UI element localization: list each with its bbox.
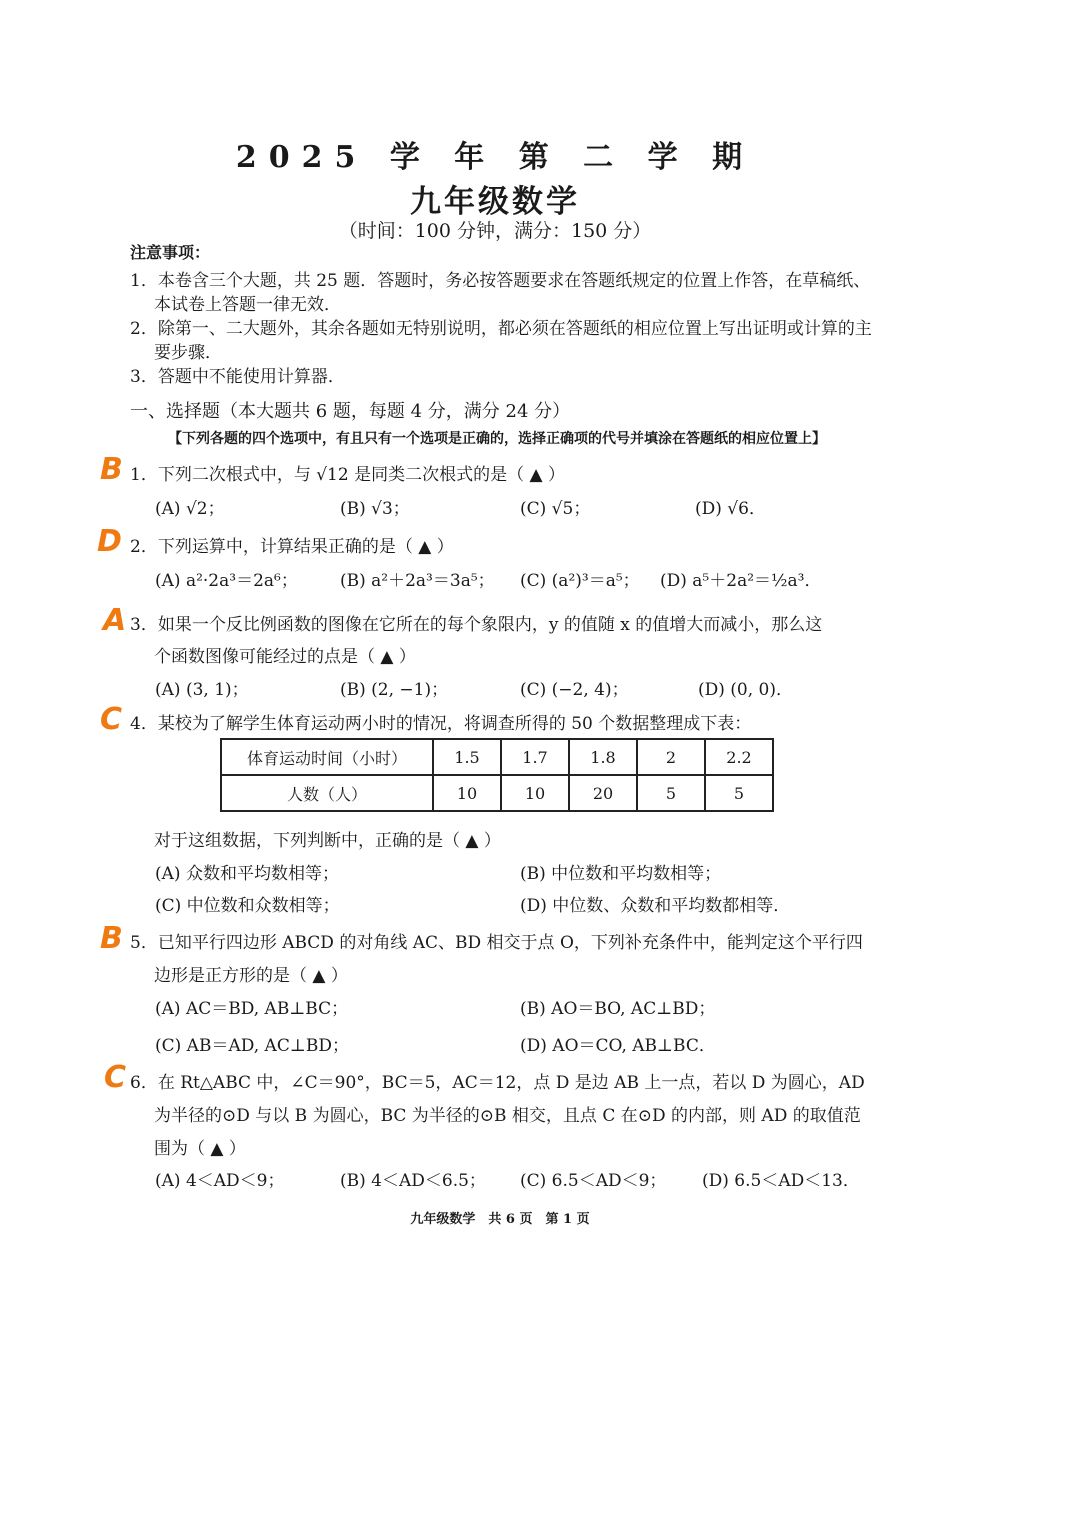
- note-line: 要步骤．: [154, 343, 222, 363]
- option-d: (D) 中位数、众数和平均数都相等．: [520, 896, 791, 916]
- exam-meta: （时间：100 分钟，满分：150 分）: [338, 220, 652, 242]
- note-line: 本试卷上答题一律无效．: [154, 295, 341, 315]
- table-cell: 1.5: [433, 739, 501, 775]
- table-row: [221, 739, 773, 775]
- option-a: (A) (3, 1)；: [155, 680, 249, 700]
- handwritten-answer-mark: C: [100, 702, 123, 737]
- question-stem: 4．某校为了解学生体育运动两小时的情况，将调查所得的 50 个数据整理成下表：: [130, 714, 752, 734]
- table-header-cell: 体育运动时间（小时）: [221, 739, 433, 775]
- section-heading: 一、选择题（本大题共 6 题，每题 4 分，满分 24 分）: [130, 401, 571, 422]
- question-stem: 5．已知平行四边形 ABCD 的对角线 AC、BD 相交于点 O，下列补充条件中，能判定这个平行四: [130, 933, 863, 953]
- option-b: (B) 4＜AD＜6.5；: [340, 1171, 486, 1191]
- note-line: 2．除第一、二大题外，其余各题如无特别说明，都必须在答题纸的相应位置上写出证明或计算的主: [130, 319, 872, 339]
- question-stem: 3．如果一个反比例函数的图像在它所在的每个象限内，y 的值随 x 的值增大而减小，那么这: [130, 615, 823, 635]
- option-d: (D) AO＝CO, AB⊥BC．: [520, 1036, 716, 1056]
- option-a: (A) √2；: [155, 499, 225, 519]
- option-c: (C) 中位数和众数相等；: [155, 896, 340, 916]
- handwritten-answer-mark: A: [103, 603, 127, 638]
- handwritten-answer-mark: B: [100, 921, 123, 956]
- option-d: (D) a⁵＋2a²＝½a³．: [660, 571, 822, 591]
- option-b: (B) (2, −1)；: [340, 680, 449, 700]
- exam-term-title: 2025 学 年 第 二 学 期: [235, 140, 755, 175]
- page-footer: 九年级数学 共 6 页 第 1 页: [410, 1212, 590, 1227]
- option-c: (C) (a²)³＝a⁵；: [520, 571, 640, 591]
- handwritten-answer-mark: D: [97, 524, 122, 559]
- option-b: (B) AO＝BO, AC⊥BD；: [520, 999, 716, 1019]
- option-c: (C) 6.5＜AD＜9；: [520, 1171, 667, 1191]
- question-stem: 1．下列二次根式中，与 √12 是同类二次根式的是（ ▲ ）: [130, 465, 565, 485]
- note-line: 1．本卷含三个大题，共 25 题．答题时，务必按答题要求在答题纸规定的位置上作答，在草稿纸、: [130, 271, 871, 291]
- table-cell: 20: [569, 775, 637, 811]
- handwritten-answer-mark: C: [104, 1060, 127, 1095]
- question-stem: 6．在 Rt△ABC 中，∠C＝90°，BC＝5，AC＝12，点 D 是边 AB 上一点，若以 D 为圆心，AD: [130, 1073, 865, 1093]
- question-stem: 2．下列运算中，计算结果正确的是（ ▲ ）: [130, 537, 454, 557]
- note-line: 3．答题中不能使用计算器．: [130, 367, 345, 387]
- option-a: (A) 众数和平均数相等；: [155, 864, 339, 884]
- table-row: [221, 775, 773, 811]
- option-a: (A) a²·2a³＝2a⁶；: [155, 571, 298, 591]
- table-cell: 2.2: [705, 739, 773, 775]
- option-b: (B) 中位数和平均数相等；: [520, 864, 722, 884]
- notes-heading: 注意事项：: [130, 243, 211, 262]
- option-b: (B) a²＋2a³＝3a⁵；: [340, 571, 495, 591]
- option-c: (C) AB＝AD, AC⊥BD；: [155, 1036, 349, 1056]
- question-stem: 围为（ ▲ ）: [154, 1139, 246, 1159]
- option-a: (A) AC＝BD, AB⊥BC；: [155, 999, 349, 1019]
- table-cell: 2: [637, 739, 705, 775]
- table-cell: 10: [433, 775, 501, 811]
- table-cell: 5: [705, 775, 773, 811]
- question-stem: 边形是正方形的是（ ▲ ）: [154, 966, 348, 986]
- handwritten-answer-mark: B: [100, 452, 123, 487]
- option-d: (D) √6．: [695, 499, 766, 519]
- question-stem: 为半径的⊙D 与以 B 为圆心，BC 为半径的⊙B 相交，且点 C 在⊙D 的内部，则 AD 的取值范: [154, 1106, 861, 1126]
- table-cell: 5: [637, 775, 705, 811]
- table-cell: 10: [501, 775, 569, 811]
- option-b: (B) √3；: [340, 499, 410, 519]
- question-followup: 对于这组数据，下列判断中，正确的是（ ▲ ）: [154, 831, 501, 851]
- data-table: [220, 738, 774, 812]
- exam-subject-title: 九年级数学: [410, 184, 580, 220]
- option-a: (A) 4＜AD＜9；: [155, 1171, 285, 1191]
- table-cell: 1.7: [501, 739, 569, 775]
- table-header-cell: 人数（人）: [221, 775, 433, 811]
- table-cell: 1.8: [569, 739, 637, 775]
- section-instruction: 【下列各题的四个选项中，有且只有一个选项是正确的，选择正确项的代号并填涂在答题纸的相应位置上】: [168, 431, 826, 447]
- option-c: (C) √5；: [520, 499, 591, 519]
- question-stem: 个函数图像可能经过的点是（ ▲ ）: [154, 647, 416, 667]
- option-d: (D) (0, 0)．: [698, 680, 794, 700]
- option-d: (D) 6.5＜AD＜13．: [702, 1171, 860, 1191]
- option-c: (C) (−2, 4)；: [520, 680, 629, 700]
